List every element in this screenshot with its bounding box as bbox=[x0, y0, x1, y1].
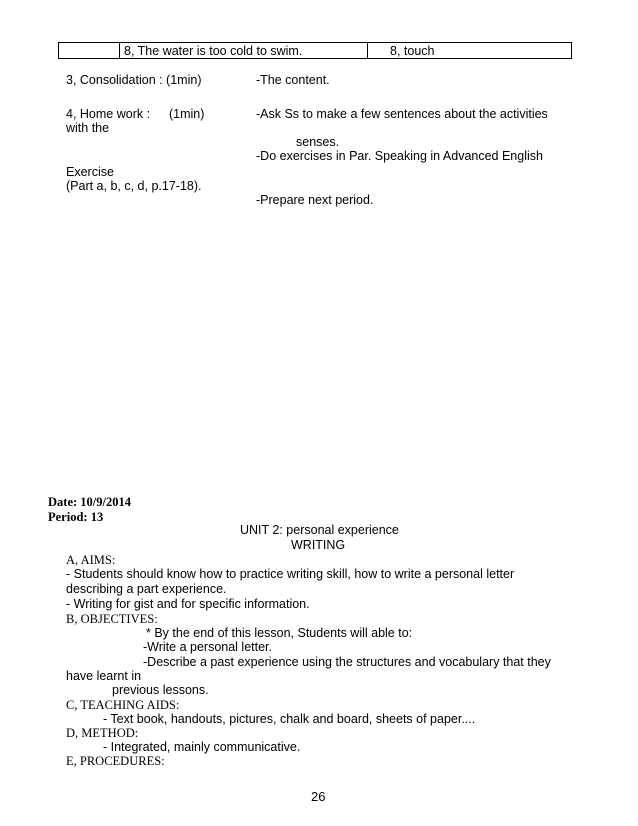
table-row bbox=[58, 42, 572, 59]
unit-title: UNIT 2: personal experience bbox=[240, 523, 399, 537]
objectives-line: * By the end of this lesson, Students will able to: bbox=[146, 626, 413, 640]
homework-task1: -Ask Ss to make a few sentences about the activities bbox=[256, 107, 548, 121]
objectives-line: -Write a personal letter. bbox=[143, 640, 272, 654]
aims-line: - Students should know how to practice writing skill, how to write a personal letter bbox=[66, 567, 515, 581]
objectives-heading: B, OBJECTIVES: bbox=[66, 612, 158, 626]
table-cell bbox=[119, 43, 368, 58]
aims-line: - Writing for gist and for specific information. bbox=[66, 597, 310, 611]
lesson-date: Date: 10/9/2014 bbox=[48, 495, 131, 509]
objectives-line: have learnt in bbox=[66, 669, 142, 683]
homework-task1-cont: senses. bbox=[296, 135, 340, 149]
table-cell bbox=[367, 43, 571, 58]
aims-line: describing a part experience. bbox=[66, 582, 227, 596]
lesson-period: Period: 13 bbox=[48, 510, 104, 524]
objectives-line: -Describe a past experience using the structures and vocabulary that they bbox=[143, 655, 551, 669]
teaching-aids-line: - Text book, handouts, pictures, chalk and board, sheets of paper.... bbox=[103, 712, 476, 726]
objectives-line: previous lessons. bbox=[112, 683, 209, 697]
skill-title: WRITING bbox=[291, 538, 346, 552]
homework-exercise-parts: (Part a, b, c, d, p.17-18). bbox=[66, 179, 202, 193]
method-line: - Integrated, mainly communicative. bbox=[103, 740, 301, 754]
homework-time: (1min) bbox=[169, 107, 205, 121]
homework-task3: -Prepare next period. bbox=[256, 193, 374, 207]
homework-label-cont: with the bbox=[66, 121, 110, 135]
teaching-aids-heading: C, TEACHING AIDS: bbox=[66, 698, 180, 712]
homework-task2: -Do exercises in Par. Speaking in Advanced English bbox=[256, 149, 543, 163]
aims-heading: A, AIMS: bbox=[66, 553, 116, 567]
method-heading: D, METHOD: bbox=[66, 726, 139, 740]
consolidation-content: -The content. bbox=[256, 73, 330, 87]
page-number: 26 bbox=[311, 789, 326, 804]
homework-label: 4, Home work : bbox=[66, 107, 151, 121]
homework-exercise: Exercise bbox=[66, 165, 114, 179]
procedures-heading: E, PROCEDURES: bbox=[66, 754, 165, 768]
consolidation-label: 3, Consolidation : (1min) bbox=[66, 73, 202, 87]
table-cell-text: 8, The water is too cold to swim. bbox=[124, 44, 303, 58]
table-cell-text: 8, touch bbox=[390, 44, 435, 58]
